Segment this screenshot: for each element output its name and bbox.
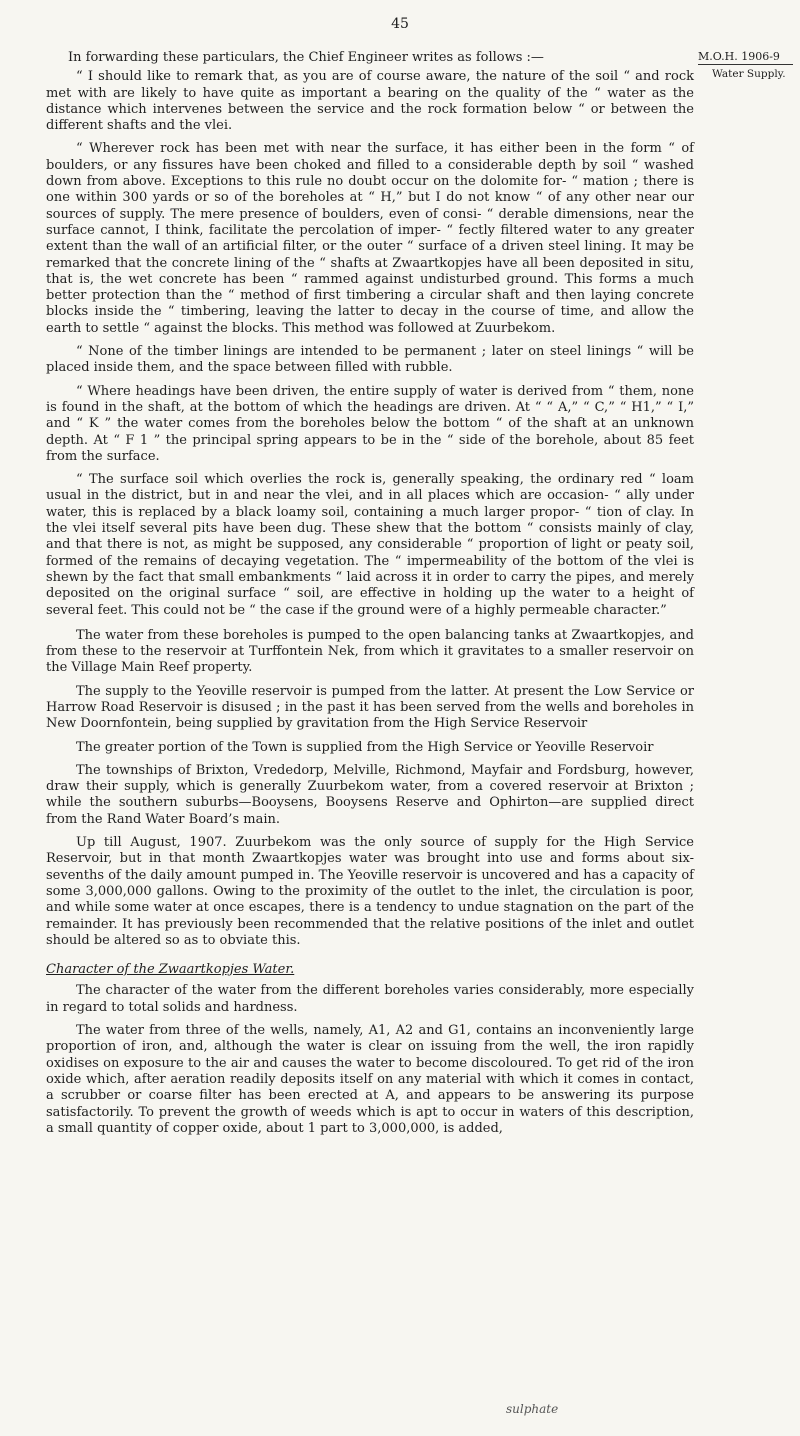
quote-paragraph: “ Wherever rock has been met with near the surface, it has either been in the form “ of boulders, or any fissures have been choked and filled to a considerable depth by soil “ washed down from above. Exceptions to this rule no doubt occur on the dolomite for- “ mation ; there is one within 300 yards or so of the boreholes at “ H,” but I do not know “ of any other near our sources of supply. The mere presence of boulders, even of consi- “ derable dimensions, near the surface cannot, I think, facilitate the percolation of imper- “ fectly filtered water to any greater extent than the wall of an artificial filter, or the outer “ surface of a driven steel lining. It may be remarked that the concrete lining of the “ shafts at Zwaartkopjes have all been deposited in situ, that is, the wet concrete has been “ rammed against undisturbed ground. This forms a much better protection than the “ method of first timbering a circular shaft and then laying concrete blocks inside the “ timbering, leaving the latter to decay in the course of time, and allow the earth to settle “ against the blocks. This method was followed at Zuurbekom.	[46, 141, 694, 336]
engineer-quote	[46, 69, 694, 619]
margin-ref-code: M.O.H. 1906-9	[698, 50, 793, 65]
paragraph: Up till August, 1907. Zuurbekom was the only source of supply for the High Service Reservoir, but in that month Zwaartkopjes water was brought into use and forms about six-sevenths of the daily amount pumped in. The Yeoville reservoir is uncovered and has a capacity of some 3,000,000 gallons. Owing to the proximity of the outlet to the inlet, the circulation is poor, and while some water at once escapes, there is a tendency to undue stagnation on the part of the remainder. It has previously been recommended that the relative positions of the inlet and outlet should be altered so as to obviate this.	[46, 835, 694, 948]
margin-reference	[698, 50, 793, 81]
paragraph: The greater portion of the Town is supplied from the High Service or Yeoville Reservoir	[76, 739, 654, 755]
paragraph: The water from three of the wells, namely, A1, A2 and G1, contains an inconveniently large proportion of iron, and, although the water is clear on issuing from the well, the iron rapidly oxidises on exposure to the air and causes the water to become discoloured. To get rid of the iron oxide which, after aeration readily deposits itself on any material with which it comes in contact, a scrubber or coarse filter has been erected at A, and appears to be answering its purpose satisfactorily. To prevent the growth of weeds which is apt to occur in waters of this description, a small quantity of copper oxide, about 1 part to 3,000,000, is added,	[46, 1023, 694, 1136]
paragraph: The water from these boreholes is pumped to the open balancing tanks at Zwaartkopjes, and from these to the reservoir at Turffontein Nek, from which it gravitates to a smaller reservoir on the Village Main Reef property.	[46, 627, 694, 676]
paragraph: The supply to the Yeoville reservoir is pumped from the latter. At present the Low Service or Harrow Road Reservoir is disused ; in the past it has been served from the wells and boreholes in New Doornfontein, being supplied by gravitation from the High Service Reservoir	[46, 683, 694, 732]
margin-topic: Water Supply.	[712, 68, 786, 80]
paragraph: The townships of Brixton, Vrededorp, Melville, Richmond, Mayfair and Fordsburg, however, draw their supply, which is generally Zuurbekom water, from a covered reservoir at Brixton ; while the southern suburbs—Booysens, Booysens Reserve and Ophirton—are supplied direct from the Rand Water Board’s main.	[46, 762, 694, 827]
quote-paragraph: “ None of the timber linings are intended to be permanent ; later on steel linings “ will be placed inside them, and the space between filled with rubble.	[46, 344, 694, 376]
quote-paragraph: “ I should like to remark that, as you are of course aware, the nature of the soil “ and rock met with are likely to have quite as important a bearing on the quality of the “ water as the distance which intervenes between the service and the rock formation below “ or between the different shafts and the vlei.	[46, 69, 694, 134]
handwritten-annotation: sulphate	[506, 1402, 559, 1416]
section-heading: Character of the Zwaartkopjes Water.	[46, 962, 295, 978]
intro-line: In forwarding these particulars, the Chief Engineer writes as follows :—	[68, 50, 544, 65]
page-number: 45	[391, 16, 409, 32]
quote-paragraph: “ The surface soil which overlies the rock is, generally speaking, the ordinary red “ loam usual in the district, but in and near the vlei, and in all places which are occasion- “ ally under water, this is replaced by a black loamy soil, containing a much larger propor- “ tion of clay. In the vlei itself several pits have been dug. These shew that the bottom “ consists mainly of clay, and that there is not, as might be supposed, any considerable “ proportion of light or peaty soil, formed of the remains of decaying vegetation. The “ impermeability of the bottom of the vlei is shewn by the fact that small embankments “ laid across it in order to carry the pipes, and merely deposited on the original surface “ soil, are effective in holding up the water to a height of several feet. This could not be “ the case if the ground were of a highly permeable character.”	[46, 472, 694, 618]
body-text	[46, 50, 694, 1144]
paragraph: The character of the water from the different boreholes varies considerably, more especially in regard to total solids and hardness.	[46, 983, 694, 1015]
quote-paragraph: “ Where headings have been driven, the entire supply of water is derived from “ them, none is found in the shaft, at the bottom of which the headings are driven. At “ “ A,” “ C,” “ H1,” “ I,” and “ K ” the water comes from the boreholes below the bottom “ of the shaft at an unknown depth. At “ F 1 ” the principal spring appears to be in the “ side of the borehole, about 85 feet from the surface.	[46, 383, 694, 464]
